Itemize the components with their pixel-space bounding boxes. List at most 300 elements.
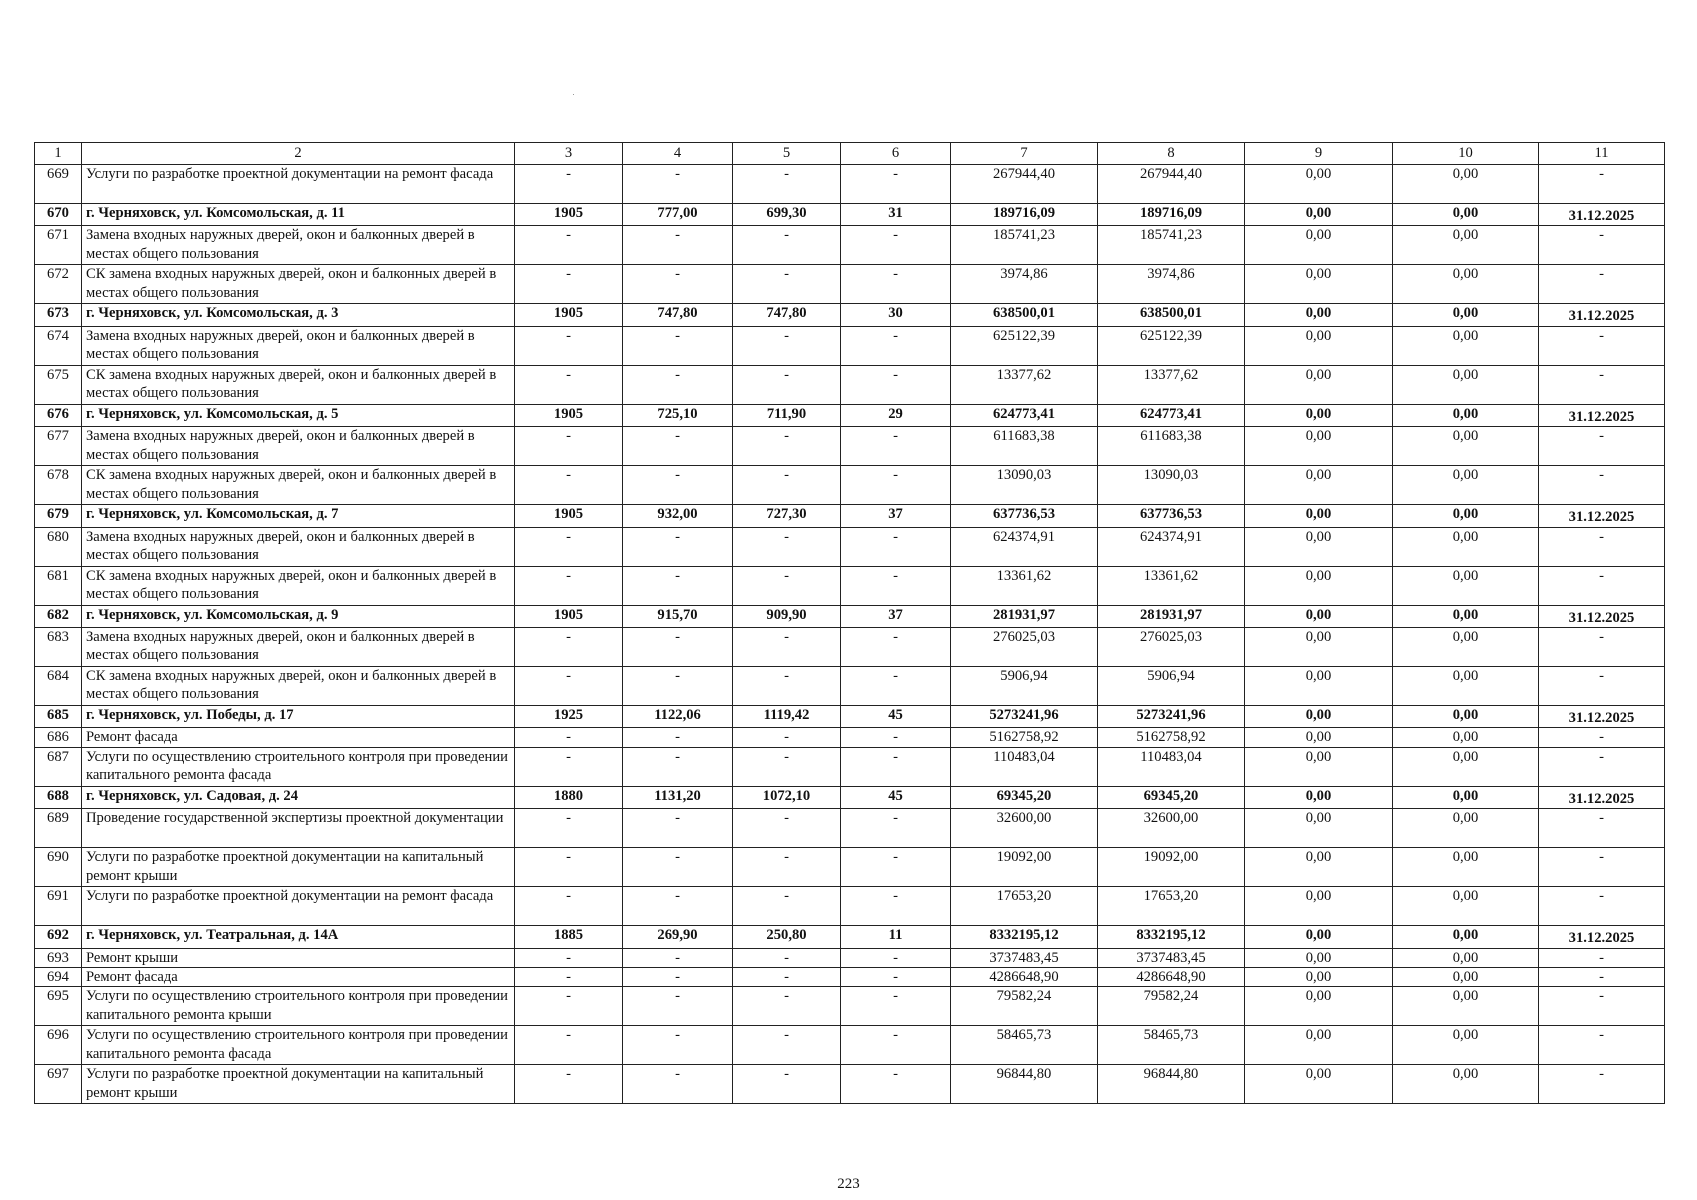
year-built-cell: -: [515, 326, 623, 365]
year-built-cell: -: [515, 265, 623, 304]
total-cost-cell: 13361,62: [951, 566, 1098, 605]
total-area-cell: -: [623, 326, 733, 365]
header-cell: 9: [1245, 143, 1393, 165]
scan-speck: [573, 94, 574, 95]
cost-other-cell: 0,00: [1393, 728, 1539, 747]
residents-cell: -: [841, 628, 951, 667]
residents-cell: 37: [841, 605, 951, 627]
living-area-cell: 1119,42: [733, 706, 841, 728]
work-item-row: [35, 326, 1665, 365]
cost-other-cell: 0,00: [1393, 304, 1539, 326]
living-area-cell: 1072,10: [733, 786, 841, 808]
completion-date-cell: -: [1539, 365, 1665, 404]
year-built-cell: 1925: [515, 706, 623, 728]
completion-date-cell: -: [1539, 427, 1665, 466]
total-cost-cell: 189716,09: [951, 204, 1098, 226]
cost-other-cell: 0,00: [1393, 226, 1539, 265]
work-item-row: [35, 747, 1665, 786]
item-name-cell: Услуги по разработке проектной документации на капитальный ремонт крыши: [82, 1065, 515, 1104]
row-number-cell: 681: [35, 566, 82, 605]
row-number-cell: 680: [35, 527, 82, 566]
row-number-cell: 693: [35, 948, 82, 967]
row-number-cell: 688: [35, 786, 82, 808]
item-name-cell: Услуги по разработке проектной документации на ремонт фасада: [82, 165, 515, 204]
residents-cell: -: [841, 165, 951, 204]
cost-fund-cell: 5906,94: [1098, 667, 1245, 706]
total-cost-cell: 17653,20: [951, 887, 1098, 926]
residents-cell: -: [841, 728, 951, 747]
cost-budget-cell: 0,00: [1245, 987, 1393, 1026]
cost-other-cell: 0,00: [1393, 404, 1539, 426]
residents-cell: 31: [841, 204, 951, 226]
living-area-cell: -: [733, 527, 841, 566]
cost-other-cell: 0,00: [1393, 987, 1539, 1026]
cost-budget-cell: 0,00: [1245, 265, 1393, 304]
cost-fund-cell: 276025,03: [1098, 628, 1245, 667]
cost-budget-cell: 0,00: [1245, 226, 1393, 265]
cost-fund-cell: 281931,97: [1098, 605, 1245, 627]
cost-fund-cell: 17653,20: [1098, 887, 1245, 926]
row-number-cell: 685: [35, 706, 82, 728]
work-item-row: [35, 1026, 1665, 1065]
item-name-cell: СК замена входных наружных дверей, окон и балконных дверей в местах общего пользования: [82, 667, 515, 706]
year-built-cell: -: [515, 848, 623, 887]
cost-other-cell: 0,00: [1393, 706, 1539, 728]
cost-fund-cell: 13361,62: [1098, 566, 1245, 605]
header-cell: 6: [841, 143, 951, 165]
total-area-cell: -: [623, 628, 733, 667]
row-number-cell: 689: [35, 809, 82, 848]
year-built-cell: -: [515, 226, 623, 265]
row-number-cell: 678: [35, 466, 82, 505]
year-built-cell: -: [515, 887, 623, 926]
cost-fund-cell: 79582,24: [1098, 987, 1245, 1026]
cost-fund-cell: 624374,91: [1098, 527, 1245, 566]
living-area-cell: -: [733, 987, 841, 1026]
cost-other-cell: 0,00: [1393, 427, 1539, 466]
year-built-cell: -: [515, 365, 623, 404]
address-row: [35, 304, 1665, 326]
row-number-cell: 696: [35, 1026, 82, 1065]
cost-budget-cell: 0,00: [1245, 527, 1393, 566]
work-item-row: [35, 628, 1665, 667]
cost-budget-cell: 0,00: [1245, 948, 1393, 967]
header-cell: 5: [733, 143, 841, 165]
total-area-cell: -: [623, 968, 733, 987]
total-area-cell: 932,00: [623, 505, 733, 527]
living-area-cell: -: [733, 968, 841, 987]
cost-other-cell: 0,00: [1393, 747, 1539, 786]
row-number-cell: 672: [35, 265, 82, 304]
row-number-cell: 690: [35, 848, 82, 887]
work-item-row: [35, 265, 1665, 304]
cost-other-cell: 0,00: [1393, 786, 1539, 808]
living-area-cell: -: [733, 1065, 841, 1104]
work-item-row: [35, 527, 1665, 566]
total-cost-cell: 32600,00: [951, 809, 1098, 848]
work-item-row: [35, 987, 1665, 1026]
total-area-cell: -: [623, 1026, 733, 1065]
total-cost-cell: 110483,04: [951, 747, 1098, 786]
completion-date-cell: 31.12.2025: [1539, 404, 1665, 426]
total-area-cell: 777,00: [623, 204, 733, 226]
completion-date-cell: -: [1539, 566, 1665, 605]
total-cost-cell: 281931,97: [951, 605, 1098, 627]
cost-budget-cell: 0,00: [1245, 1065, 1393, 1104]
item-name-cell: Ремонт фасада: [82, 728, 515, 747]
row-number-cell: 682: [35, 605, 82, 627]
year-built-cell: -: [515, 948, 623, 967]
residents-cell: -: [841, 226, 951, 265]
total-cost-cell: 3974,86: [951, 265, 1098, 304]
residents-cell: 45: [841, 706, 951, 728]
cost-budget-cell: 0,00: [1245, 466, 1393, 505]
row-number-cell: 669: [35, 165, 82, 204]
cost-budget-cell: 0,00: [1245, 165, 1393, 204]
cost-budget-cell: 0,00: [1245, 427, 1393, 466]
total-area-cell: -: [623, 948, 733, 967]
completion-date-cell: 31.12.2025: [1539, 926, 1665, 948]
cost-budget-cell: 0,00: [1245, 706, 1393, 728]
cost-other-cell: 0,00: [1393, 667, 1539, 706]
item-name-cell: Проведение государственной экспертизы проектной документации: [82, 809, 515, 848]
completion-date-cell: -: [1539, 326, 1665, 365]
cost-other-cell: 0,00: [1393, 628, 1539, 667]
year-built-cell: -: [515, 165, 623, 204]
work-item-row: [35, 566, 1665, 605]
total-area-cell: -: [623, 466, 733, 505]
total-area-cell: 269,90: [623, 926, 733, 948]
cost-other-cell: 0,00: [1393, 326, 1539, 365]
total-cost-cell: 5906,94: [951, 667, 1098, 706]
living-area-cell: -: [733, 747, 841, 786]
living-area-cell: -: [733, 887, 841, 926]
total-area-cell: -: [623, 747, 733, 786]
total-area-cell: -: [623, 527, 733, 566]
item-name-cell: Замена входных наружных дверей, окон и балконных дверей в местах общего пользования: [82, 427, 515, 466]
cost-fund-cell: 5162758,92: [1098, 728, 1245, 747]
row-number-cell: 697: [35, 1065, 82, 1104]
year-built-cell: -: [515, 987, 623, 1026]
completion-date-cell: -: [1539, 747, 1665, 786]
row-number-cell: 695: [35, 987, 82, 1026]
residents-cell: -: [841, 365, 951, 404]
item-name-cell: г. Черняховск, ул. Комсомольская, д. 11: [82, 204, 515, 226]
item-name-cell: СК замена входных наружных дверей, окон и балконных дверей в местах общего пользования: [82, 265, 515, 304]
residents-cell: -: [841, 948, 951, 967]
completion-date-cell: -: [1539, 527, 1665, 566]
cost-budget-cell: 0,00: [1245, 1026, 1393, 1065]
work-item-row: [35, 427, 1665, 466]
completion-date-cell: 31.12.2025: [1539, 706, 1665, 728]
work-item-row: [35, 165, 1665, 204]
living-area-cell: -: [733, 365, 841, 404]
item-name-cell: Ремонт крыши: [82, 948, 515, 967]
header-cell: 4: [623, 143, 733, 165]
cost-budget-cell: 0,00: [1245, 747, 1393, 786]
total-area-cell: 1131,20: [623, 786, 733, 808]
cost-fund-cell: 5273241,96: [1098, 706, 1245, 728]
cost-budget-cell: 0,00: [1245, 404, 1393, 426]
header-cell: 7: [951, 143, 1098, 165]
total-area-cell: -: [623, 566, 733, 605]
year-built-cell: -: [515, 466, 623, 505]
total-cost-cell: 58465,73: [951, 1026, 1098, 1065]
residents-cell: -: [841, 667, 951, 706]
cost-budget-cell: 0,00: [1245, 365, 1393, 404]
total-cost-cell: 624773,41: [951, 404, 1098, 426]
cost-fund-cell: 267944,40: [1098, 165, 1245, 204]
cost-fund-cell: 3737483,45: [1098, 948, 1245, 967]
completion-date-cell: -: [1539, 848, 1665, 887]
living-area-cell: 909,90: [733, 605, 841, 627]
living-area-cell: -: [733, 728, 841, 747]
row-number-cell: 684: [35, 667, 82, 706]
completion-date-cell: -: [1539, 728, 1665, 747]
cost-other-cell: 0,00: [1393, 968, 1539, 987]
residents-cell: -: [841, 326, 951, 365]
total-cost-cell: 13090,03: [951, 466, 1098, 505]
header-cell: 3: [515, 143, 623, 165]
total-cost-cell: 5273241,96: [951, 706, 1098, 728]
living-area-cell: -: [733, 265, 841, 304]
total-cost-cell: 13377,62: [951, 365, 1098, 404]
total-area-cell: -: [623, 365, 733, 404]
living-area-cell: -: [733, 466, 841, 505]
residents-cell: -: [841, 566, 951, 605]
cost-other-cell: 0,00: [1393, 948, 1539, 967]
cost-other-cell: 0,00: [1393, 505, 1539, 527]
address-row: [35, 706, 1665, 728]
row-number-cell: 694: [35, 968, 82, 987]
cost-other-cell: 0,00: [1393, 809, 1539, 848]
cost-other-cell: 0,00: [1393, 1026, 1539, 1065]
residents-cell: -: [841, 987, 951, 1026]
total-cost-cell: 69345,20: [951, 786, 1098, 808]
cost-other-cell: 0,00: [1393, 1065, 1539, 1104]
cost-budget-cell: 0,00: [1245, 809, 1393, 848]
cost-other-cell: 0,00: [1393, 566, 1539, 605]
address-row: [35, 605, 1665, 627]
item-name-cell: Услуги по осуществлению строительного контроля при проведении капитального ремонта фасада: [82, 747, 515, 786]
row-number-cell: 687: [35, 747, 82, 786]
total-cost-cell: 19092,00: [951, 848, 1098, 887]
item-name-cell: Замена входных наружных дверей, окон и балконных дверей в местах общего пользования: [82, 226, 515, 265]
living-area-cell: -: [733, 628, 841, 667]
residents-cell: 37: [841, 505, 951, 527]
year-built-cell: 1905: [515, 304, 623, 326]
cost-fund-cell: 624773,41: [1098, 404, 1245, 426]
cost-budget-cell: 0,00: [1245, 605, 1393, 627]
work-item-row: [35, 948, 1665, 967]
item-name-cell: Замена входных наружных дверей, окон и балконных дверей в местах общего пользования: [82, 326, 515, 365]
work-item-row: [35, 968, 1665, 987]
cost-fund-cell: 19092,00: [1098, 848, 1245, 887]
completion-date-cell: -: [1539, 987, 1665, 1026]
item-name-cell: Ремонт фасада: [82, 968, 515, 987]
cost-other-cell: 0,00: [1393, 365, 1539, 404]
completion-date-cell: -: [1539, 165, 1665, 204]
row-number-cell: 677: [35, 427, 82, 466]
total-cost-cell: 624374,91: [951, 527, 1098, 566]
row-number-cell: 674: [35, 326, 82, 365]
item-name-cell: г. Черняховск, ул. Театральная, д. 14А: [82, 926, 515, 948]
year-built-cell: -: [515, 427, 623, 466]
total-area-cell: 1122,06: [623, 706, 733, 728]
row-number-cell: 671: [35, 226, 82, 265]
address-row: [35, 204, 1665, 226]
column-number-header-row: [35, 143, 1665, 165]
address-row: [35, 926, 1665, 948]
living-area-cell: -: [733, 427, 841, 466]
completion-date-cell: -: [1539, 667, 1665, 706]
residents-cell: -: [841, 527, 951, 566]
completion-date-cell: -: [1539, 628, 1665, 667]
completion-date-cell: -: [1539, 1065, 1665, 1104]
residents-cell: 45: [841, 786, 951, 808]
cost-fund-cell: 611683,38: [1098, 427, 1245, 466]
work-item-row: [35, 887, 1665, 926]
total-cost-cell: 3737483,45: [951, 948, 1098, 967]
cost-other-cell: 0,00: [1393, 165, 1539, 204]
item-name-cell: г. Черняховск, ул. Садовая, д. 24: [82, 786, 515, 808]
residents-cell: -: [841, 466, 951, 505]
row-number-cell: 683: [35, 628, 82, 667]
completion-date-cell: 31.12.2025: [1539, 786, 1665, 808]
living-area-cell: -: [733, 667, 841, 706]
address-row: [35, 505, 1665, 527]
year-built-cell: -: [515, 1026, 623, 1065]
living-area-cell: 250,80: [733, 926, 841, 948]
total-area-cell: 747,80: [623, 304, 733, 326]
total-area-cell: 915,70: [623, 605, 733, 627]
residents-cell: -: [841, 848, 951, 887]
completion-date-cell: 31.12.2025: [1539, 505, 1665, 527]
item-name-cell: Услуги по осуществлению строительного контроля при проведении капитального ремонта фасада: [82, 1026, 515, 1065]
cost-budget-cell: 0,00: [1245, 566, 1393, 605]
row-number-cell: 670: [35, 204, 82, 226]
row-number-cell: 676: [35, 404, 82, 426]
item-name-cell: г. Черняховск, ул. Комсомольская, д. 5: [82, 404, 515, 426]
cost-budget-cell: 0,00: [1245, 326, 1393, 365]
completion-date-cell: -: [1539, 809, 1665, 848]
year-built-cell: -: [515, 747, 623, 786]
living-area-cell: -: [733, 226, 841, 265]
year-built-cell: -: [515, 628, 623, 667]
living-area-cell: 711,90: [733, 404, 841, 426]
work-item-row: [35, 1065, 1665, 1104]
capital-repair-table: [34, 142, 1665, 1104]
cost-fund-cell: 638500,01: [1098, 304, 1245, 326]
cost-budget-cell: 0,00: [1245, 505, 1393, 527]
row-number-cell: 686: [35, 728, 82, 747]
completion-date-cell: -: [1539, 887, 1665, 926]
residents-cell: -: [841, 1065, 951, 1104]
year-built-cell: 1885: [515, 926, 623, 948]
living-area-cell: -: [733, 165, 841, 204]
year-built-cell: 1880: [515, 786, 623, 808]
year-built-cell: 1905: [515, 505, 623, 527]
completion-date-cell: -: [1539, 265, 1665, 304]
item-name-cell: Замена входных наружных дверей, окон и балконных дверей в местах общего пользования: [82, 527, 515, 566]
item-name-cell: СК замена входных наружных дверей, окон и балконных дверей в местах общего пользования: [82, 566, 515, 605]
year-built-cell: -: [515, 728, 623, 747]
cost-budget-cell: 0,00: [1245, 887, 1393, 926]
cost-other-cell: 0,00: [1393, 848, 1539, 887]
cost-budget-cell: 0,00: [1245, 968, 1393, 987]
living-area-cell: -: [733, 848, 841, 887]
cost-fund-cell: 32600,00: [1098, 809, 1245, 848]
total-area-cell: -: [623, 987, 733, 1026]
cost-other-cell: 0,00: [1393, 265, 1539, 304]
total-cost-cell: 611683,38: [951, 427, 1098, 466]
item-name-cell: Услуги по осуществлению строительного контроля при проведении капитального ремонта крыши: [82, 987, 515, 1026]
cost-fund-cell: 189716,09: [1098, 204, 1245, 226]
cost-other-cell: 0,00: [1393, 605, 1539, 627]
total-cost-cell: 625122,39: [951, 326, 1098, 365]
completion-date-cell: 31.12.2025: [1539, 304, 1665, 326]
page-number: 223: [837, 1176, 860, 1192]
completion-date-cell: -: [1539, 1026, 1665, 1065]
completion-date-cell: -: [1539, 968, 1665, 987]
completion-date-cell: -: [1539, 226, 1665, 265]
living-area-cell: -: [733, 948, 841, 967]
row-number-cell: 691: [35, 887, 82, 926]
cost-fund-cell: 8332195,12: [1098, 926, 1245, 948]
item-name-cell: Замена входных наружных дверей, окон и балконных дверей в местах общего пользования: [82, 628, 515, 667]
residents-cell: 11: [841, 926, 951, 948]
living-area-cell: -: [733, 566, 841, 605]
year-built-cell: 1905: [515, 605, 623, 627]
total-cost-cell: 79582,24: [951, 987, 1098, 1026]
item-name-cell: г. Черняховск, ул. Комсомольская, д. 7: [82, 505, 515, 527]
total-cost-cell: 96844,80: [951, 1065, 1098, 1104]
total-area-cell: -: [623, 226, 733, 265]
completion-date-cell: -: [1539, 948, 1665, 967]
cost-fund-cell: 625122,39: [1098, 326, 1245, 365]
item-name-cell: г. Черняховск, ул. Комсомольская, д. 3: [82, 304, 515, 326]
living-area-cell: -: [733, 326, 841, 365]
item-name-cell: Услуги по разработке проектной документации на ремонт фасада: [82, 887, 515, 926]
living-area-cell: 699,30: [733, 204, 841, 226]
total-cost-cell: 5162758,92: [951, 728, 1098, 747]
year-built-cell: -: [515, 1065, 623, 1104]
work-item-row: [35, 728, 1665, 747]
header-cell: 1: [35, 143, 82, 165]
residents-cell: -: [841, 1026, 951, 1065]
living-area-cell: 747,80: [733, 304, 841, 326]
completion-date-cell: 31.12.2025: [1539, 605, 1665, 627]
total-area-cell: -: [623, 848, 733, 887]
cost-fund-cell: 4286648,90: [1098, 968, 1245, 987]
item-name-cell: г. Черняховск, ул. Комсомольская, д. 9: [82, 605, 515, 627]
year-built-cell: -: [515, 809, 623, 848]
total-cost-cell: 276025,03: [951, 628, 1098, 667]
cost-other-cell: 0,00: [1393, 926, 1539, 948]
total-cost-cell: 8332195,12: [951, 926, 1098, 948]
total-cost-cell: 637736,53: [951, 505, 1098, 527]
row-number-cell: 675: [35, 365, 82, 404]
work-item-row: [35, 809, 1665, 848]
header-cell: 11: [1539, 143, 1665, 165]
work-item-row: [35, 667, 1665, 706]
total-area-cell: 725,10: [623, 404, 733, 426]
total-area-cell: -: [623, 887, 733, 926]
total-area-cell: -: [623, 1065, 733, 1104]
year-built-cell: -: [515, 566, 623, 605]
cost-fund-cell: 13377,62: [1098, 365, 1245, 404]
year-built-cell: -: [515, 667, 623, 706]
